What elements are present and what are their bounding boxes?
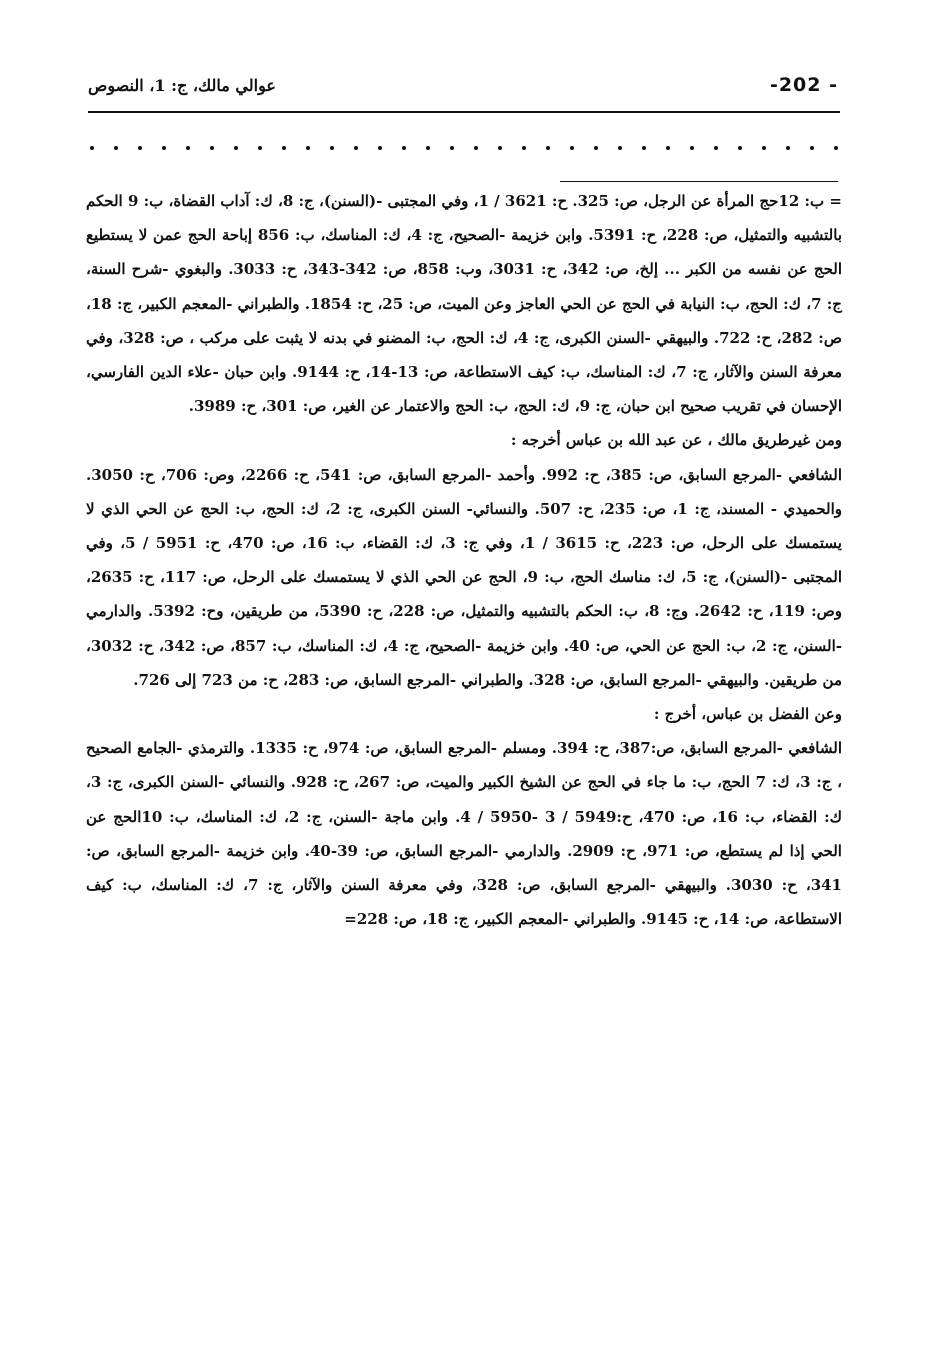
footnote-paragraph: = ب: 12حج المرأة عن الرجل، ص: 325. ح: 3621 / 1، وفي المجتبى -(السنن)، ج: 8، ك: آداب القضاة، ب: 9 الحكم بالتشبيه والتمثيل، ص: 228، ح: 5391. وابن خزيمة -الصحيح، ج: 4، ك: المناسك، ب: 856 إباحة الحج عمن لا يستطيع الحج عن نفسه من الكبر ... إلخ، ص: 342، ح: 3031، وب: 858، ص: 342-343، ح: 3033. والبغوي -شرح السنة، ج: 7، ك: الحج، ب: النيابة في الحج عن الحي العاجز وعن الميت، ص: 25، ح: 1854. والطبراني -المعجم الكبير، ج: 18، ص: 282، ح: 722. والبيهقي -السنن الكبرى، ج: 4، ك: الحج، ب: المضنو في بدنه لا يثبت على مركب ، ص: 328، وفي معرفة السنن والآثار، ج: 7، ك: المناسك، ب: كيف الاستطاعة، ص: 13-14، ح: 9144. وابن حبان -علاء الدين الفارسي، الإحسان في تقريب صحيح ابن حبان، ج: 9، ك: الحج، ب: الحج والاعتمار عن الغير، ص: 301، ح: 3989. bbox=[86, 192, 843, 416]
ellipsis-dot bbox=[762, 146, 766, 150]
ellipsis-dot bbox=[690, 146, 694, 150]
ellipsis-dot bbox=[354, 146, 358, 150]
ellipsis-dot bbox=[810, 146, 814, 150]
ellipsis-dot bbox=[402, 146, 406, 150]
ellipsis-dot bbox=[90, 146, 94, 150]
header-rule bbox=[88, 111, 840, 113]
ellipsis-dot bbox=[666, 146, 670, 150]
ellipsis-dot bbox=[522, 146, 526, 150]
ellipsis-dot bbox=[714, 146, 718, 150]
ellipsis-dot bbox=[114, 146, 118, 150]
footnote-paragraph: الشافعي -المرجع السابق، ص: 385، ح: 992. وأحمد -المرجع السابق، ص: 541، ح: 2266، وص: 706، ح: 3050. والحميدي - المسند، ج: 1، ص: 235، ح: 507. والنسائي- السنن الكبرى، ج: 2، ك: الحج، ب: الحج عن الحي الذي لا يستمسك على الرحل، ص: 223، ح: 3615 / 1، وفي ج: 3، ك: القضاء، ب: 16، ص: 470، ح: 5951 / 5، وفي المجتبى -(السنن)، ج: 5، ك: مناسك الحج، ب: 9، الحج عن الحي الذي لا يستمسك على الرحل، ص: 117، ح: 2635، وص: 119، ح: 2642. وج: 8، ب: الحكم بالتشبيه والتمثيل، ص: 228، ح: 5390، من طريقين، وح: 5392. والدارمي -السنن، ج: 2، ب: الحج عن الحي، ص: 40. وابن خزيمة -الصحيح، ج: 4، ك: المناسك، ب: 857، ص: 342، ح: 3032، من طريقين. والبيهقي -المرجع السابق، ص: 328. والطبراني -المرجع السابق، ص: 283، ح: من 723 إلى 726. bbox=[86, 465, 843, 689]
ellipsis-dot bbox=[546, 146, 550, 150]
page-number: -202 - bbox=[769, 74, 838, 96]
ellipsis-dot bbox=[618, 146, 622, 150]
ellipsis-dot bbox=[162, 146, 166, 150]
section-intro: ومن غيرطريق مالك ، عن عبد الله بن عباس أخرجه : bbox=[510, 431, 842, 450]
footnote-rule bbox=[560, 181, 838, 182]
ellipsis-dot bbox=[786, 146, 790, 150]
ellipsis-dot bbox=[306, 146, 310, 150]
ellipsis-dot bbox=[834, 146, 838, 150]
ellipsis-dots bbox=[90, 138, 838, 158]
ellipsis-dot bbox=[258, 146, 262, 150]
ellipsis-dot bbox=[498, 146, 502, 150]
ellipsis-dot bbox=[426, 146, 430, 150]
ellipsis-dot bbox=[210, 146, 214, 150]
ellipsis-dot bbox=[138, 146, 142, 150]
ellipsis-dot bbox=[234, 146, 238, 150]
page-header bbox=[88, 70, 840, 110]
section-intro: وعن الفضل بن عباس، أخرج : bbox=[653, 705, 842, 724]
footnote-body bbox=[86, 184, 842, 936]
ellipsis-dot bbox=[474, 146, 478, 150]
ellipsis-dot bbox=[450, 146, 454, 150]
ellipsis-dot bbox=[594, 146, 598, 150]
ellipsis-dot bbox=[282, 146, 286, 150]
ellipsis-dot bbox=[378, 146, 382, 150]
ellipsis-dot bbox=[642, 146, 646, 150]
running-title: عوالي مالك، ج: 1، النصوص bbox=[88, 76, 276, 95]
ellipsis-dot bbox=[738, 146, 742, 150]
ellipsis-dot bbox=[330, 146, 334, 150]
ellipsis-dot bbox=[186, 146, 190, 150]
ellipsis-dot bbox=[570, 146, 574, 150]
footnote-paragraph: الشافعي -المرجع السابق، ص:387، ح: 394. ومسلم -المرجع السابق، ص: 974، ح: 1335. والترمذي -الجامع الصحيح ، ج: 3، ك: 7 الحج، ب: ما جاء في الحج عن الشيخ الكبير والميت، ص: 267، ح: 928. والنسائي -السنن الكبرى، ج: 3، ك: القضاء، ب: 16، ص: 470، ح:5949 / 3 -5950 / 4. وابن ماجة -السنن، ج: 2، ك: المناسك، ب: 10الحج عن الحي إذا لم يستطع، ص: 971، ح: 2909. والدارمي -المرجع السابق، ص: 39-40. وابن خزيمة -المرجع السابق، ص: 341، ح: 3030. والبيهقي -المرجع السابق، ص: 328، وفي معرفة السنن والآثار، ج: 7، ك: المناسك، ب: كيف الاستطاعة، ص: 14، ح: 9145. والطبراني -المعجم الكبير، ج: 18، ص: 228= bbox=[86, 739, 843, 929]
